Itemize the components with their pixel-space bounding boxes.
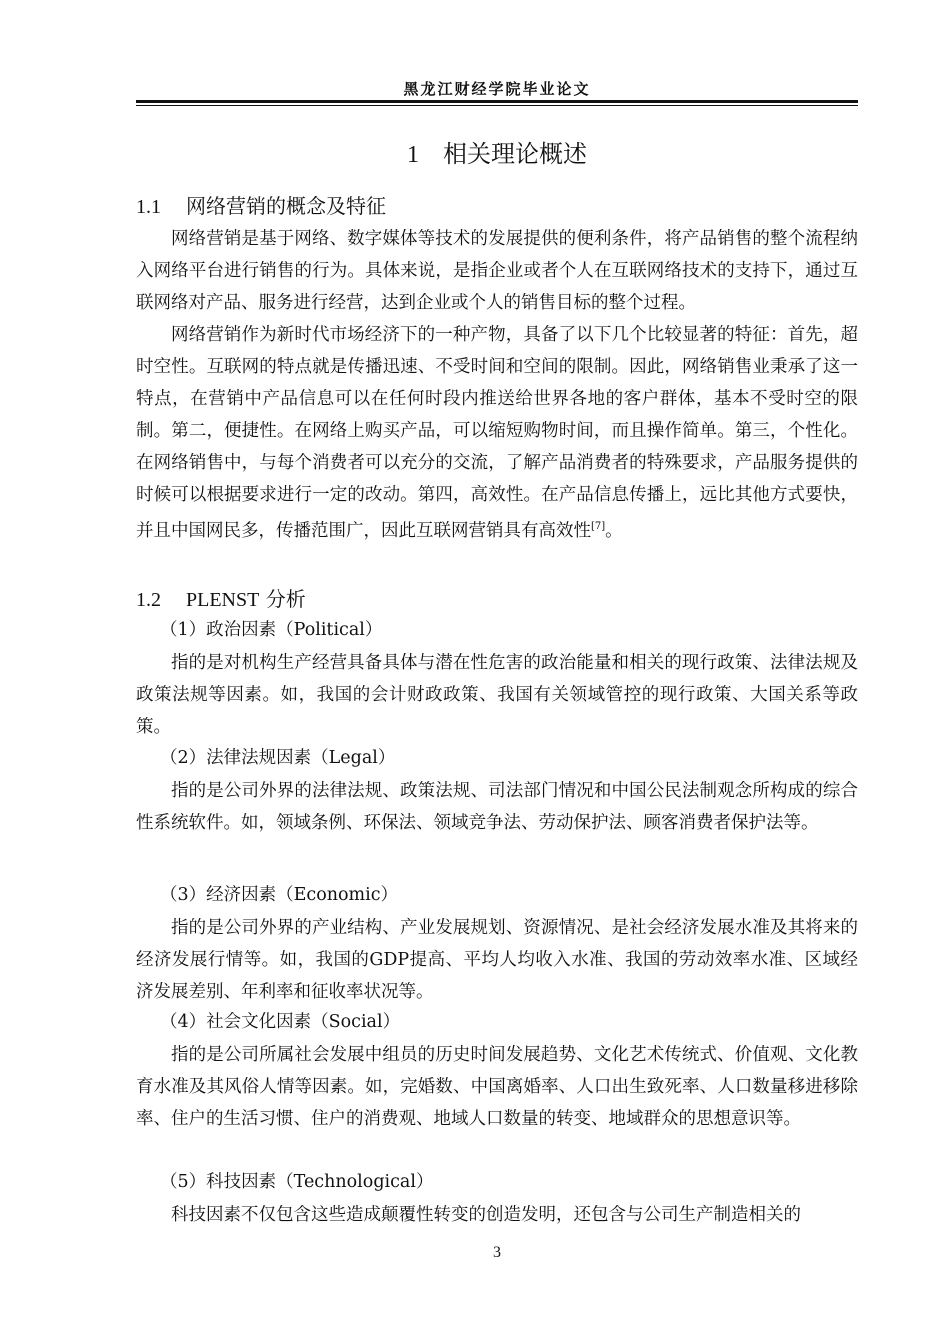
section-title-en: PLENST (186, 589, 260, 611)
paragraph (136, 319, 858, 547)
header-rule-thin (136, 105, 858, 106)
factor-label: （2）法律法规因素（Legal） (160, 748, 396, 768)
chapter-title: 相关理论概述 (443, 140, 587, 168)
paragraph: 网络营销是基于网络、数字媒体等技术的发展提供的便利条件，将产品销售的整个流程纳入网络平台进行销售的行为。具体来说，是指企业或者个人在互联网络技术的支持下，通过互联网络对产品、服务进行经营，达到企业或个人的销售目标的整个过程。 (136, 229, 858, 313)
factor-label: （1）政治因素（Political） (160, 620, 383, 640)
citation: [7] (591, 521, 606, 532)
section-title-cn: 分析 (265, 587, 306, 611)
paragraph-text: 网络营销作为新时代市场经济下的一种产物，具备了以下几个比较显著的特征：首先，超时空性。互联网的特点就是传播迅速、不受时间和空间的限制。因此，网络销售业秉承了这一特点，在营销中产品信息可以在任何时段内推送给世界各地的客户群体，基本不受时空的限制。第二，便捷性。在网络上购买产品，可以缩短购物时间，而且操作简单。第三，个性化。在网络销售中，与每个消费者可以充分的交流，了解产品消费者的特殊要求，产品服务提供的时候可以根据要求进行一定的改动。第四，高效性。在产品信息传播上，远比其他方式要快，并且中国网民多，传播范围广，因此互联网营销具有高效性 (136, 325, 858, 541)
page-number: 3 (493, 1244, 501, 1261)
factor-paragraph: 指的是公司外界的产业结构、产业发展规划、资源情况、是社会经济发展水准及其将来的经济发展行情等。如，我国的GDP提高、平均人均收入水准、我国的劳动效率水准、区域经济发展差别、年利率和征收率状况等。 (136, 918, 858, 1002)
header-rule-thick (136, 100, 858, 103)
factor-label: （4）社会文化因素（Social） (160, 1012, 401, 1032)
section-title: 网络营销的概念及特征 (186, 194, 386, 218)
factor-paragraph: 指的是公司外界的法律法规、政策法规、司法部门情况和中国公民法制观念所构成的综合性系统软件。如，领域条例、环保法、领域竞争法、劳动保护法、顾客消费者保护法等。 (136, 781, 858, 833)
factor-paragraph: 科技因素不仅包含这些造成颠覆性转变的创造发明，还包含与公司生产制造相关的 (171, 1205, 801, 1225)
chapter-number: 1 (407, 142, 419, 168)
factor-label: （5）科技因素（Technological） (160, 1172, 434, 1192)
section-number: 1.1 (136, 196, 161, 218)
section-heading-1-2 (136, 583, 306, 612)
chapter-heading (136, 134, 858, 169)
factor-paragraph: 指的是公司所属社会发展中组员的历史时间发展趋势、文化艺术传统式、价值观、文化教育水准及其风俗人情等因素。如，完婚数、中国离婚率、人口出生致死率、人口数量移进移除率、住户的生活习惯、住户的消费观、地域人口数量的转变、地域群众的思想意识等。 (136, 1045, 858, 1129)
section-number: 1.2 (136, 589, 161, 611)
paragraph-end: 。 (605, 520, 623, 541)
section-heading-1-1 (136, 190, 386, 219)
running-header: 黑龙江财经学院毕业论文 (403, 80, 591, 98)
factor-paragraph: 指的是对机构生产经营具备具体与潜在性危害的政治能量和相关的现行政策、法律法规及政策法规等因素。如，我国的会计财政政策、我国有关领域管控的现行政策、大国关系等政策。 (136, 653, 858, 737)
factor-label: （3）经济因素（Economic） (160, 885, 399, 905)
